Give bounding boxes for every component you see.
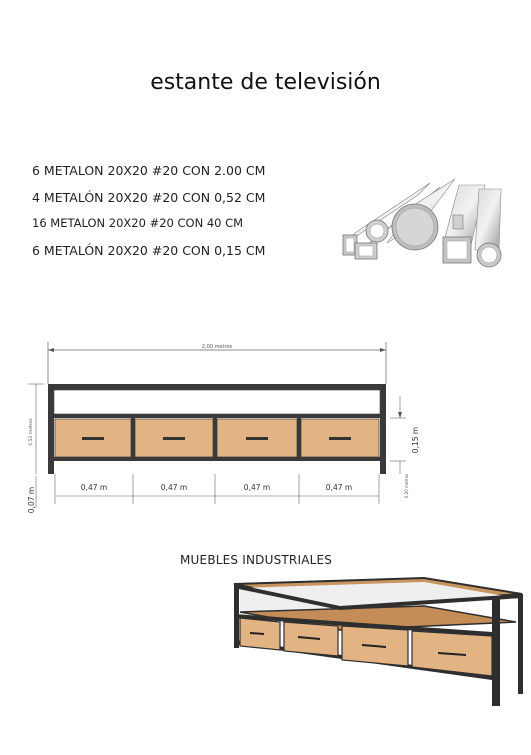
material-line-1: 6 METALON 20X20 #20 CON 2.00 CM bbox=[32, 163, 266, 178]
material-line-2: 4 METALÓN 20X20 #20 CON 0,52 CM bbox=[32, 190, 266, 205]
total-width-label: 2,00 metros bbox=[201, 344, 233, 350]
caption: MUEBLES INDUSTRIALES bbox=[180, 553, 333, 567]
material-line-3: 16 METALON 20X20 #20 CON 40 CM bbox=[32, 216, 244, 230]
side-label: 0,20 metros bbox=[404, 473, 409, 499]
leg-height-label: 0,07 m bbox=[27, 486, 36, 514]
tv-stand-render bbox=[228, 574, 526, 709]
tv-stand-front-diagram bbox=[22, 336, 422, 521]
page-title: estante de televisión bbox=[150, 70, 381, 95]
drawer-width-1: 0,47 m bbox=[80, 483, 108, 492]
metal-tubes-image bbox=[335, 175, 515, 275]
drawer-width-3: 0,47 m bbox=[243, 483, 271, 492]
height-total-label: 0,52 metros bbox=[29, 418, 34, 446]
material-line-4: 6 METALÓN 20X20 #20 CON 0,15 CM bbox=[32, 243, 266, 258]
drawer-width-4: 0,47 m bbox=[325, 483, 353, 492]
drawer-height-label: 0,15 m bbox=[411, 426, 420, 454]
drawer-width-2: 0,47 m bbox=[160, 483, 188, 492]
